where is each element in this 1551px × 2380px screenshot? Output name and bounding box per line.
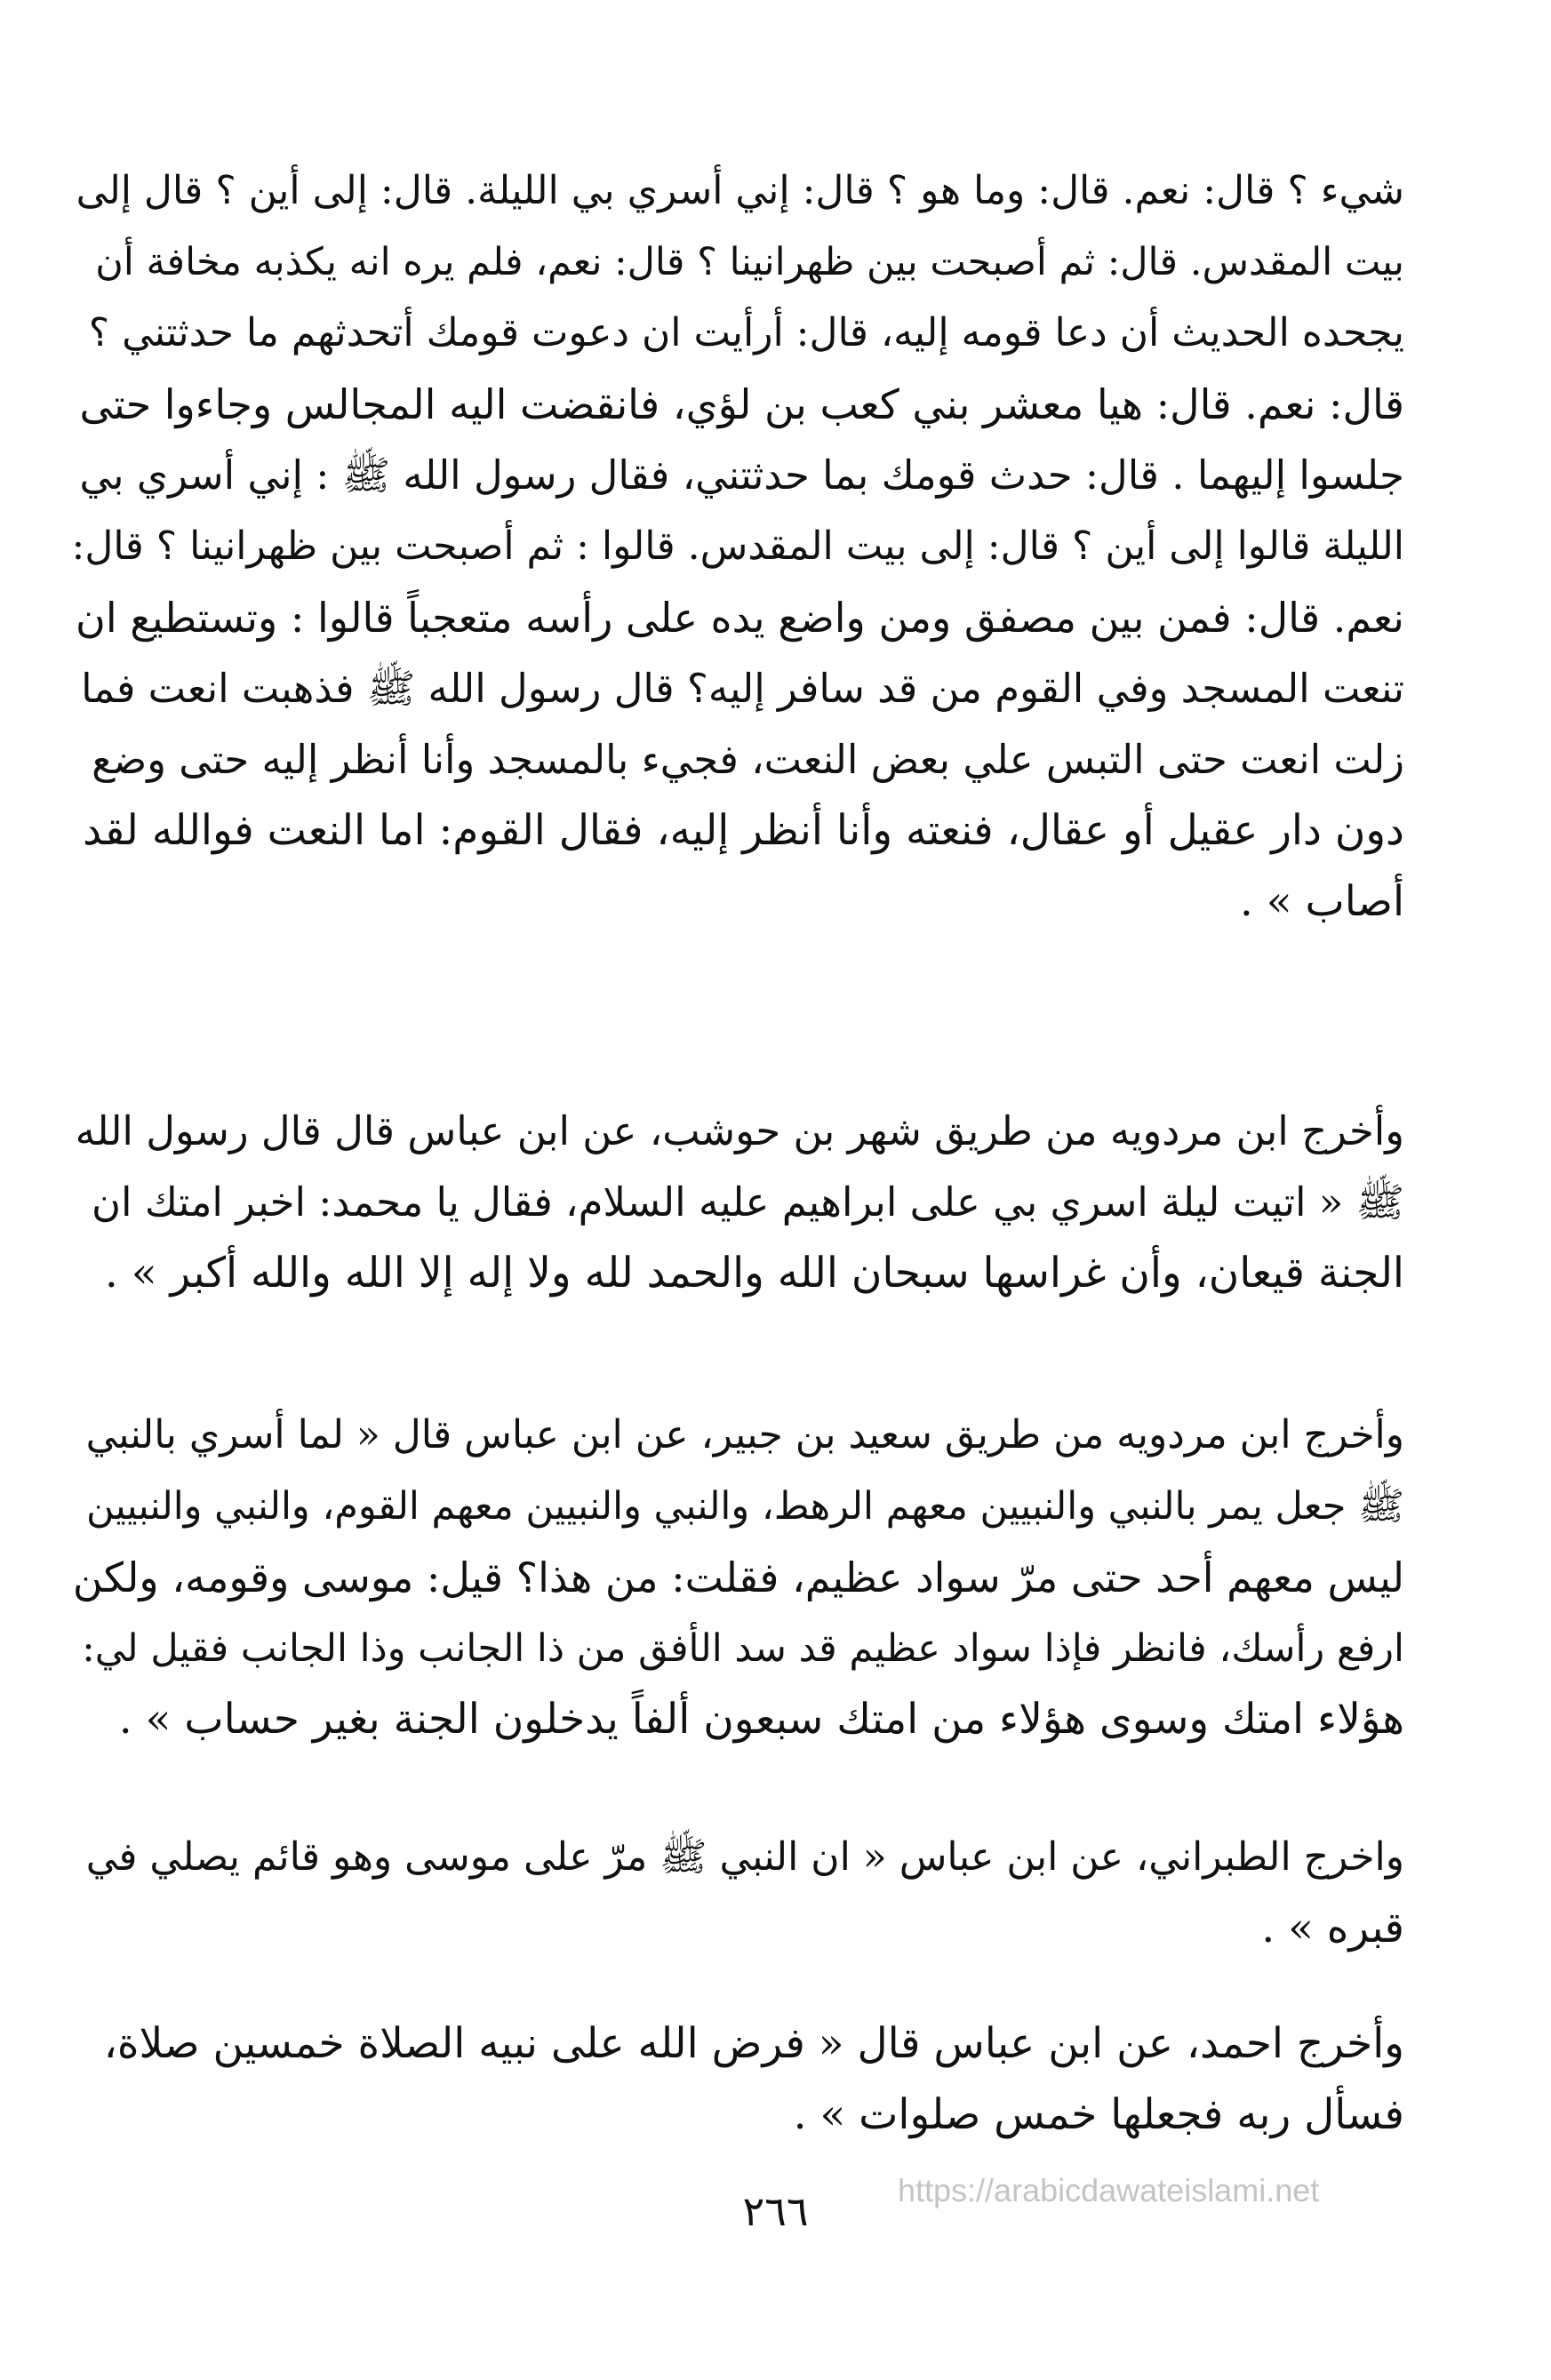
page-number: ٢٦٦	[742, 2187, 809, 2235]
text-line: ﷺ « اتيت ليلة اسري بي على ابراهيم عليه السلام، فقال يا محمد: اخبر امتك ان	[91, 1178, 1404, 1226]
text-line: زلت انعت حتى التبس علي بعض النعت، فجيء بالمسجد وأنا أنظر إليه حتى وضع	[92, 736, 1404, 783]
text-line: نعم. قال: فمن بين مصفق ومن واضع يده على رأسه متعجباً قالوا : وتستطيع ان	[76, 594, 1404, 642]
text-line: أصاب » .	[1239, 877, 1404, 926]
text-line: شيء ؟ قال: نعم. قال: وما هو ؟ قال: إني أسري بي الليلة. قال: إلى أين ؟ قال إلى	[76, 168, 1404, 213]
paragraph-1	[71, 156, 1404, 938]
text-line: بيت المقدس. قال: ثم أصبحت بين ظهرانينا ؟ قال: نعم، فلم يره انه يكذبه مخافة أن	[95, 240, 1404, 284]
text-line: الليلة قالوا إلى أين ؟ قال: إلى بيت المقدس. قالوا : ثم أصبحت بين ظهرانينا ؟ قال:	[71, 523, 1404, 569]
text-line: قال: نعم. قال: هيا معشر بني كعب بن لؤي، فانقضت اليه المجالس وجاءوا حتى	[79, 380, 1404, 428]
text-line: وأخرج ابن مردويه من طريق شهر بن حوشب، عن ابن عباس قال قال رسول الله	[75, 1107, 1404, 1154]
paragraph-4	[71, 1822, 1404, 1964]
text-line: دون دار عقيل أو عقال، فنعته وأنا أنظر إليه، فقال القوم: اما النعت فوالله لقد	[83, 806, 1404, 855]
text-line: هؤلاء امتك وسوى هؤلاء من امتك سبعون ألفاً يدخلون الجنة بغير حساب » .	[118, 1695, 1404, 1744]
paragraph-3	[71, 1400, 1404, 1755]
paragraph-2	[71, 1096, 1404, 1309]
text-line: وأخرج ابن مردويه من طريق سعيد بن جبير، عن ابن عباس قال « لما أسري بالنبي	[85, 1412, 1404, 1458]
text-line: قبره » .	[1261, 1904, 1404, 1953]
text-line: تنعت المسجد وفي القوم من قد سافر إليه؟ قال رسول الله ﷺ فذهبت انعت فما	[81, 665, 1404, 712]
text-line: ليس معهم أحد حتى مرّ سواد عظيم، فقلت: من هذا؟ قيل: موسى وقومه، ولكن	[72, 1553, 1404, 1601]
text-line: فسأل ربه فجعلها خمس صلوات » .	[793, 2090, 1404, 2139]
paragraph-5	[71, 2009, 1404, 2151]
watermark-url: https://arabicdawateislami.net	[898, 2172, 1320, 2208]
text-line: وأخرج احمد، عن ابن عباس قال « فرض الله على نبيه الصلاة خمسين صلاة،	[103, 2019, 1404, 2068]
text-line: الجنة قيعان، وأن غراسها سبحان الله والحمد لله ولا إله إلا الله والله أكبر » .	[104, 1249, 1404, 1298]
text-line: يجحده الحديث أن دعا قومه إليه، قال: أرأيت ان دعوت قومك أتحدثهم ما حدثتني ؟	[88, 310, 1404, 355]
text-line: جلسوا إليهما . قال: حدث قومك بما حدثتني، فقال رسول الله ﷺ : إني أسري بي	[79, 451, 1404, 499]
text-line: ارفع رأسك، فانظر فإذا سواد عظيم قد سد الأفق من ذا الجانب وذا الجانب فقيل لي:	[82, 1626, 1404, 1671]
text-line: واخرج الطبراني، عن ابن عباس « ان النبي ﷺ مرّ على موسى وهو قائم يصلي في	[85, 1834, 1404, 1880]
text-line: ﷺ جعل يمر بالنبي والنبيين معهم الرهط، والنبي والنبيين معهم القوم، والنبي والنبيين	[85, 1484, 1404, 1529]
